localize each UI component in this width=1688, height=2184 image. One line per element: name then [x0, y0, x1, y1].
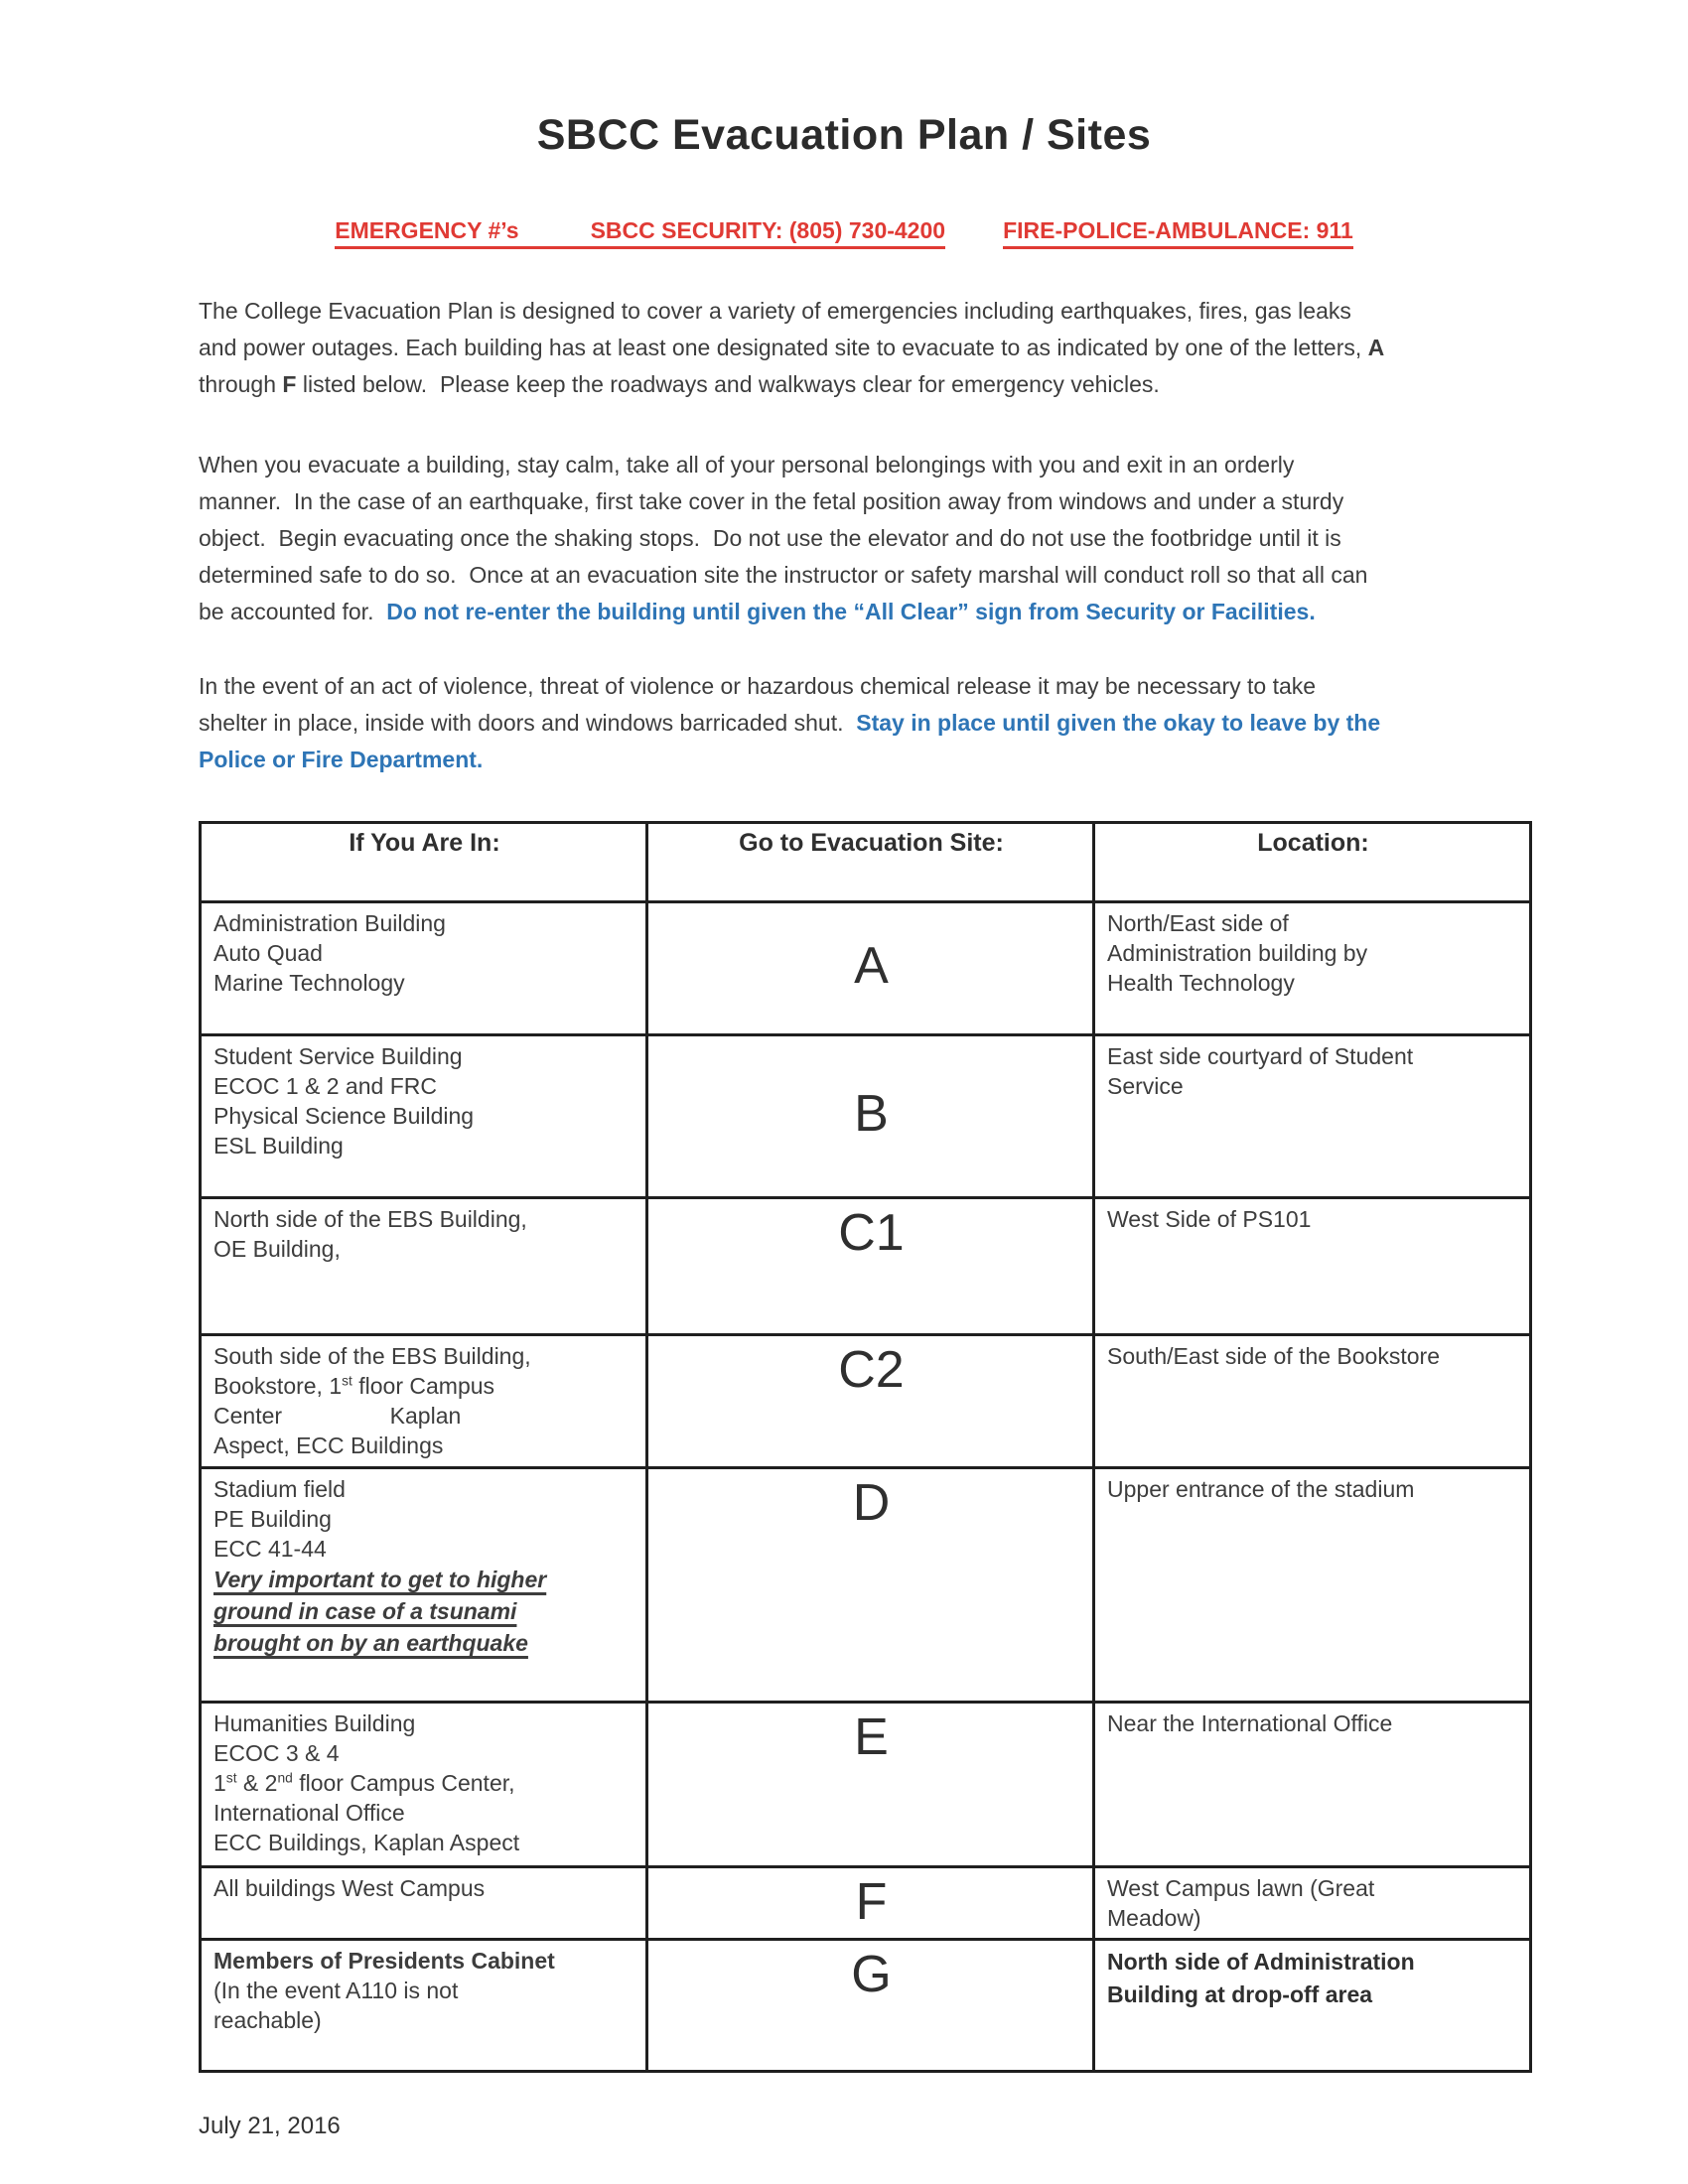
text-segment: reachable) [213, 2007, 322, 2033]
text-line [213, 1595, 635, 1627]
text-segment: Near the International Office [1107, 1710, 1393, 1736]
text-segment: Meadow) [1107, 1905, 1201, 1931]
text-segment: ESL Building [213, 1133, 344, 1159]
text-segment: F [282, 371, 297, 397]
text-line [1107, 1071, 1519, 1101]
text-segment: st [225, 1770, 237, 1786]
text-segment: North side of the EBS Building, [213, 1206, 527, 1232]
text-segment: When you evacuate a building, stay calm, take all of your personal belongings with you and exit in an orderly [199, 452, 1295, 478]
text-segment: A [1367, 335, 1385, 360]
text-segment: Police or Fire Department. [199, 747, 484, 772]
text-segment: through [199, 371, 283, 397]
text-line [213, 1708, 635, 1738]
table-row-e [201, 1703, 1531, 1867]
text-line [1107, 1946, 1519, 1979]
text-segment: floor Campus Center, [292, 1770, 515, 1796]
text-line [1107, 1341, 1519, 1371]
text-segment: ECC Buildings, Kaplan Aspect [213, 1830, 520, 1855]
text-line [213, 1976, 635, 2005]
text-segment: Upper entrance of the stadium [1107, 1476, 1415, 1502]
text-line [199, 293, 1489, 330]
location-cell-e [1094, 1703, 1531, 1867]
buildings-cell-c2 [201, 1335, 647, 1468]
text-segment: shelter in place, inside with doors and windows barricaded shut. [199, 710, 857, 736]
text-segment: ECOC 3 & 4 [213, 1740, 340, 1766]
shelter-in-place-paragraph [199, 668, 1489, 778]
footer-date: July 21, 2016 [199, 2113, 341, 2139]
text-segment: determined safe to do so. Once at an evacuation site the instructor or safety marshal will conduct roll so that all can [199, 562, 1368, 588]
text-line [199, 742, 1489, 778]
text-line [1107, 1979, 1519, 2011]
emergency-security-group [335, 217, 945, 249]
site-letter-a: A [647, 902, 1094, 1035]
text-segment: Student Service Building [213, 1043, 463, 1069]
text-line [213, 1341, 635, 1371]
text-segment: brought on by an earthquake [213, 1630, 528, 1656]
text-line [1107, 1873, 1519, 1903]
text-segment: Auto Quad [213, 940, 323, 966]
text-segment: In the event of an act of violence, threat of violence or hazardous chemical release it may be necessary to take [199, 673, 1317, 699]
location-cell-g [1094, 1940, 1531, 2072]
table-row-b [201, 1035, 1531, 1198]
text-line [199, 594, 1489, 630]
buildings-cell-d-list [213, 1474, 635, 1564]
text-line [213, 1946, 635, 1976]
header-go-to-evacuation-site: Go to Evacuation Site: [647, 823, 1094, 902]
text-segment: Center Kaplan [213, 1403, 462, 1429]
text-segment: ground in case of a tsunami [213, 1598, 517, 1624]
text-line [213, 1534, 635, 1564]
text-segment: West Side of PS101 [1107, 1206, 1312, 1232]
table-row-a [201, 902, 1531, 1035]
text-line [1107, 1041, 1519, 1071]
text-line [213, 1504, 635, 1534]
site-letter-e: E [647, 1703, 1094, 1867]
text-line [213, 1401, 635, 1431]
text-line [199, 557, 1489, 594]
text-line [213, 2005, 635, 2035]
text-line [199, 520, 1489, 557]
text-line [213, 1627, 635, 1659]
text-line [213, 1738, 635, 1768]
text-line [213, 1204, 635, 1234]
text-segment: (In the event A110 is not [213, 1978, 459, 2003]
site-letter-c2: C2 [647, 1335, 1094, 1468]
text-segment: and power outages. Each building has at least one designated site to evacuate to as indicated by one of the letters, [199, 335, 1368, 360]
text-line [199, 447, 1489, 483]
fire-police-ambulance-phone: FIRE-POLICE-AMBULANCE: 911 [1003, 217, 1353, 249]
text-segment: be accounted for. [199, 599, 387, 624]
text-line [1107, 1204, 1519, 1234]
text-segment: International Office [213, 1800, 405, 1826]
text-segment: object. Begin evacuating once the shaking stops. Do not use the elevator and do not use the footbridge until it is [199, 525, 1341, 551]
evacuation-procedure-paragraph [199, 447, 1489, 630]
table-row-c2 [201, 1335, 1531, 1468]
buildings-cell-g [201, 1940, 647, 2072]
site-letter-d: D [647, 1468, 1094, 1703]
text-line [199, 366, 1489, 403]
text-line [213, 968, 635, 998]
page-title: SBCC Evacuation Plan / Sites [536, 111, 1152, 159]
table-row-g [201, 1940, 1531, 2072]
buildings-cell-a [201, 902, 647, 1035]
location-cell-c1 [1094, 1198, 1531, 1335]
buildings-cell-f [201, 1867, 647, 1940]
location-cell-a [1094, 902, 1531, 1035]
text-segment: Humanities Building [213, 1710, 416, 1736]
text-segment: South side of the EBS Building, [213, 1343, 531, 1369]
site-letter-f: F [647, 1867, 1094, 1940]
buildings-cell-d [201, 1468, 647, 1703]
text-segment: Stay in place until given the okay to leave by the [856, 710, 1381, 736]
text-segment: nd [277, 1770, 293, 1786]
text-line [213, 1873, 635, 1903]
intro-paragraph [199, 293, 1489, 403]
table-row-f [201, 1867, 1531, 1940]
text-line [213, 1131, 635, 1160]
site-letter-g: G [647, 1940, 1094, 2072]
text-segment: East side courtyard of Student [1107, 1043, 1414, 1069]
text-segment: Aspect, ECC Buildings [213, 1433, 444, 1458]
text-line [213, 1798, 635, 1828]
text-segment: & 2 [236, 1770, 278, 1796]
text-segment: Administration building by [1107, 940, 1368, 966]
location-cell-b [1094, 1035, 1531, 1198]
emergency-numbers-line [199, 217, 1489, 249]
text-segment: Building at drop-off area [1107, 1981, 1373, 2007]
text-segment: The College Evacuation Plan is designed to cover a variety of emergencies including earthquakes, fires, gas leaks [199, 298, 1351, 324]
location-cell-c2 [1094, 1335, 1531, 1468]
text-segment: 1 [213, 1770, 226, 1796]
text-segment: PE Building [213, 1506, 332, 1532]
text-line [1107, 1474, 1519, 1504]
header-if-you-are-in: If You Are In: [201, 823, 647, 902]
text-segment: North side of Administration [1107, 1949, 1415, 1975]
text-line [199, 705, 1489, 742]
text-line [1107, 1903, 1519, 1933]
site-letter-b: B [647, 1035, 1094, 1198]
text-segment: Very important to get to higher [213, 1567, 547, 1592]
table-row-d [201, 1468, 1531, 1703]
text-segment: Service [1107, 1073, 1184, 1099]
location-cell-d [1094, 1468, 1531, 1703]
text-segment: ECC 41-44 [213, 1536, 327, 1562]
buildings-cell-e [201, 1703, 647, 1867]
text-segment: floor Campus [352, 1373, 495, 1399]
text-segment: Marine Technology [213, 970, 405, 996]
buildings-cell-c1 [201, 1198, 647, 1335]
security-phone: SBCC SECURITY: (805) 730-4200 [590, 217, 946, 243]
text-line [213, 1041, 635, 1071]
document-content [199, 111, 1489, 778]
text-segment: Physical Science Building [213, 1103, 475, 1129]
text-segment: West Campus lawn (Great [1107, 1875, 1375, 1901]
text-segment: Bookstore, 1 [213, 1373, 343, 1399]
text-line [213, 1768, 635, 1798]
site-letter-c1: C1 [647, 1198, 1094, 1335]
table-row-c1 [201, 1198, 1531, 1335]
text-line [213, 1071, 635, 1101]
buildings-cell-b [201, 1035, 647, 1198]
text-segment: Administration Building [213, 910, 446, 936]
text-line [213, 1564, 635, 1595]
text-line [213, 1828, 635, 1857]
text-segment: manner. In the case of an earthquake, first take cover in the fetal position away from windows and under a sturdy [199, 488, 1344, 514]
text-segment: OE Building, [213, 1236, 341, 1262]
text-line [199, 483, 1489, 520]
emergency-label: EMERGENCY #’s [335, 217, 519, 243]
header-location: Location: [1094, 823, 1531, 902]
text-line [1107, 1708, 1519, 1738]
text-line [213, 1371, 635, 1401]
text-line [213, 908, 635, 938]
text-segment: South/East side of the Bookstore [1107, 1343, 1440, 1369]
text-segment: All buildings West Campus [213, 1875, 486, 1901]
text-line [213, 938, 635, 968]
text-line [1107, 938, 1519, 968]
text-segment: ECOC 1 & 2 and FRC [213, 1073, 437, 1099]
text-segment: listed below. Please keep the roadways and walkways clear for emergency vehicles. [296, 371, 1160, 397]
text-line [199, 668, 1489, 705]
evacuation-sites-table [199, 821, 1532, 2073]
text-line [213, 1234, 635, 1264]
text-segment: North/East side of [1107, 910, 1289, 936]
tsunami-warning-text [213, 1564, 635, 1659]
text-segment: st [342, 1373, 352, 1389]
text-segment: Members of Presidents Cabinet [213, 1948, 555, 1974]
text-line [1107, 968, 1519, 998]
text-line [213, 1431, 635, 1460]
text-line [199, 330, 1489, 366]
text-segment: Do not re-enter the building until given the “All Clear” sign from Security or Facilities. [386, 599, 1316, 624]
text-line [213, 1101, 635, 1131]
text-segment: Stadium field [213, 1476, 346, 1502]
location-cell-f [1094, 1867, 1531, 1940]
text-line [1107, 908, 1519, 938]
table-header-row [201, 823, 1531, 902]
text-line [213, 1474, 635, 1504]
text-segment: Health Technology [1107, 970, 1295, 996]
